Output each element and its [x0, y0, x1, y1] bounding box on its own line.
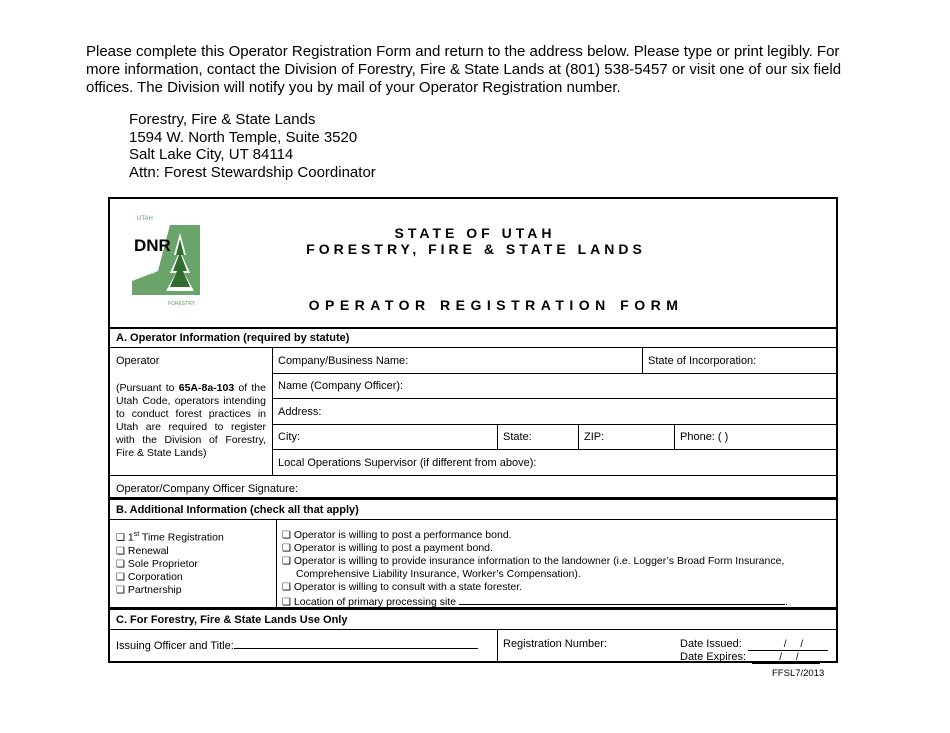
company-name-field[interactable]: Company/Business Name:	[278, 355, 409, 367]
section-c-title: C. For Forestry, Fire & State Lands Use Only	[110, 610, 836, 630]
zip-field[interactable]: ZIP:	[584, 431, 605, 443]
first-time-checkbox[interactable]: ❑ 1st Time Registration	[116, 531, 224, 544]
mailing-address	[129, 111, 376, 181]
logo-top-text: UTAH	[137, 216, 153, 222]
payment-bond-checkbox[interactable]: ❑ Operator is willing to post a payment bond.	[282, 542, 493, 554]
phone-field[interactable]: Phone: ( )	[680, 431, 729, 443]
registration-number-field[interactable]: Registration Number:	[503, 638, 607, 650]
address-line: 1594 W. North Temple, Suite 3520	[129, 128, 358, 146]
state-incorporation-field[interactable]: State of Incorporation:	[648, 355, 757, 367]
registration-form	[108, 197, 838, 663]
insurance-checkbox[interactable]: ❑ Operator is willing to provide insurance information to the landowner (i.e. Logger’s Broad Form Insurance,	[282, 555, 785, 567]
operator-label: Operator	[116, 355, 160, 367]
header-state: STATE OF UTAH	[394, 225, 556, 241]
address-line: Forestry, Fire & State Lands	[129, 111, 316, 128]
processing-site-input[interactable]	[459, 594, 785, 605]
section-b-title: B. Additional Information (check all that apply)	[110, 500, 836, 520]
date-expires-field[interactable]: Date Expires: / /	[674, 651, 820, 664]
section-a-title: A. Operator Information (required by statute)	[110, 329, 836, 348]
issuing-officer-field[interactable]: Issuing Officer and Title:	[110, 638, 478, 652]
sole-proprietor-checkbox[interactable]: ❑ Sole Proprietor	[116, 557, 198, 570]
form-code: FFSL7/2013	[772, 668, 825, 679]
header-agency: FORESTRY, FIRE & STATE LANDS	[306, 241, 646, 257]
address-line: Salt Lake City, UT 84114	[129, 146, 294, 163]
state-field[interactable]: State:	[503, 431, 532, 443]
insurance-continued: Comprehensive Liability Insurance, Worker’s Compensation).	[296, 568, 581, 580]
date-issued-field[interactable]: Date Issued: / /	[674, 638, 828, 651]
city-field[interactable]: City:	[278, 431, 300, 443]
form-header	[110, 199, 836, 329]
dnr-logo	[128, 211, 206, 307]
processing-site-checkbox[interactable]: ❑ Location of primary processing site .	[282, 596, 788, 608]
partnership-checkbox[interactable]: ❑ Partnership	[116, 583, 182, 596]
registration-type-options	[110, 528, 224, 597]
renewal-checkbox[interactable]: ❑ Renewal	[116, 544, 169, 557]
address-field[interactable]: Address:	[278, 406, 322, 418]
corporation-checkbox[interactable]: ❑ Corporation	[116, 570, 183, 583]
supervisor-field[interactable]: Local Operations Supervisor (if different from above):	[278, 457, 537, 469]
address-line: Attn: Forest Stewardship Coordinator	[129, 163, 376, 181]
logo-mark: DNR	[134, 236, 171, 255]
signature-field[interactable]: Operator/Company Officer Signature:	[116, 483, 298, 495]
form-title: OPERATOR REGISTRATION FORM	[308, 297, 684, 313]
intro-paragraph: Please complete this Operator Registration Form and return to the address below. Please type or print legibly. For more information, contact the Division of Forestry, Fire & State Lands at (801) 538-5457 or visit one of our six field offices. The Division will notify you by mail of your Operator Registration number.	[86, 43, 842, 96]
logo-bottom-text: FORESTRY	[168, 301, 196, 307]
officer-name-field[interactable]: Name (Company Officer):	[278, 380, 404, 392]
consult-forester-checkbox[interactable]: ❑ Operator is willing to consult with a state forester.	[282, 581, 523, 593]
pursuant-note: (Pursuant to 65A-8a-103 of the Utah Code, operators intending to conduct forest practices in Utah are required to register with the Division of Forestry, Fire & State Lands)	[116, 382, 266, 459]
performance-bond-checkbox[interactable]: ❑ Operator is willing to post a performance bond.	[282, 529, 512, 541]
additional-info-options	[276, 529, 832, 609]
